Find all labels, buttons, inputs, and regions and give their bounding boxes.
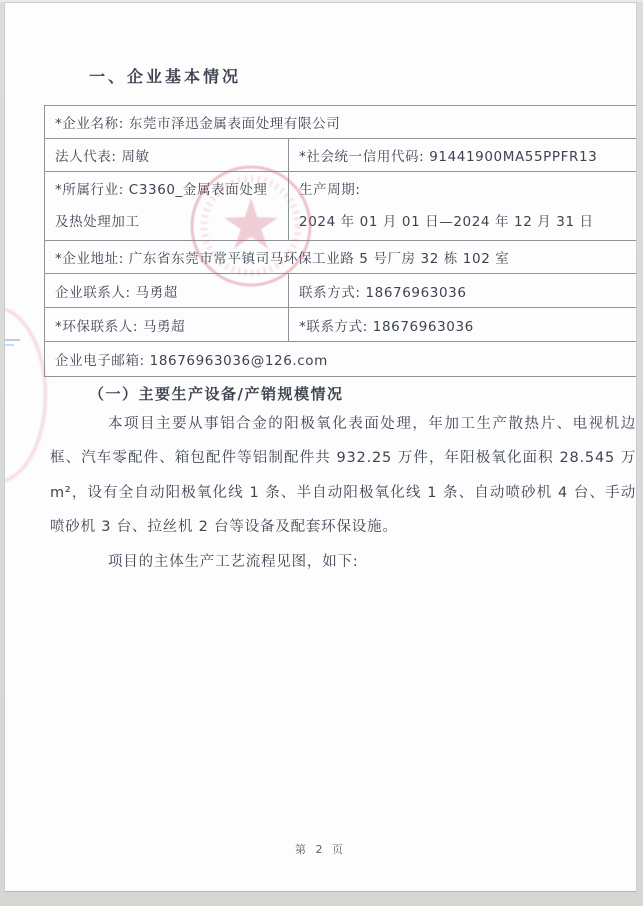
company-name-cell: *企业名称: 东莞市泽迅金属表面处理有限公司: [45, 106, 638, 139]
env-contact-phone-cell: *联系方式: 18676963036: [289, 308, 638, 342]
document-page: [4, 2, 637, 892]
production-period-cell: [289, 172, 638, 241]
basic-info-table: [44, 105, 637, 377]
table-row: [45, 139, 638, 172]
legal-representative-cell: 法人代表: 周敏: [45, 139, 289, 172]
table-row: [45, 308, 638, 342]
production-period-label: 生产周期:: [299, 182, 361, 198]
table-row: [45, 274, 638, 308]
industry-cell: *所属行业: C3360_金属表面处理及热处理加工: [45, 172, 289, 241]
table-row: [45, 106, 638, 139]
paragraph-production-overview: 本项目主要从事铝合金的阳极氧化表面处理，年加工生产散热片、电视机边框、汽车零配件、箱包配件等铝制配件共 932.25 万件，年阳极氧化面积 28.545 万 m²，设有全自动阳极氧化线 1 条、半自动阳极氧化线 1 条、自动喷砂机 4 台、手动喷砂机 3 台、拉丝机 2 台等设备及配套环保设施。: [50, 416, 636, 536]
table-row: [45, 172, 638, 241]
production-period-value: 2024 年 01 月 01 日—2024 年 12 月 31 日: [299, 214, 594, 230]
credit-code-cell: *社会统一信用代码: 91441900MA55PPFR13: [289, 139, 638, 172]
stamp-bleed-artifact: [4, 306, 47, 484]
company-contact-cell: 企业联系人: 马勇超: [45, 274, 289, 308]
body-text-block: [50, 407, 636, 579]
table-row: [45, 342, 638, 377]
email-cell: 企业电子邮箱: 18676963036@126.com: [45, 342, 638, 377]
table-row: [45, 241, 638, 274]
section-heading: 一、企业基本情况: [89, 67, 242, 86]
paragraph-process-flow-note: 项目的主体生产工艺流程见图，如下:: [108, 553, 359, 570]
page-number: 第 2 页: [295, 843, 346, 856]
env-contact-cell: *环保联系人: 马勇超: [45, 308, 289, 342]
address-cell: *企业地址: 广东省东莞市常平镇司马环保工业路 5 号厂房 32 栋 102 室: [45, 241, 638, 274]
scan-ink-artifact: [5, 344, 14, 346]
scan-ink-artifact: [5, 339, 20, 341]
subsection-heading: （一）主要生产设备/产销规模情况: [89, 385, 344, 403]
company-contact-phone-cell: 联系方式: 18676963036: [289, 274, 638, 308]
